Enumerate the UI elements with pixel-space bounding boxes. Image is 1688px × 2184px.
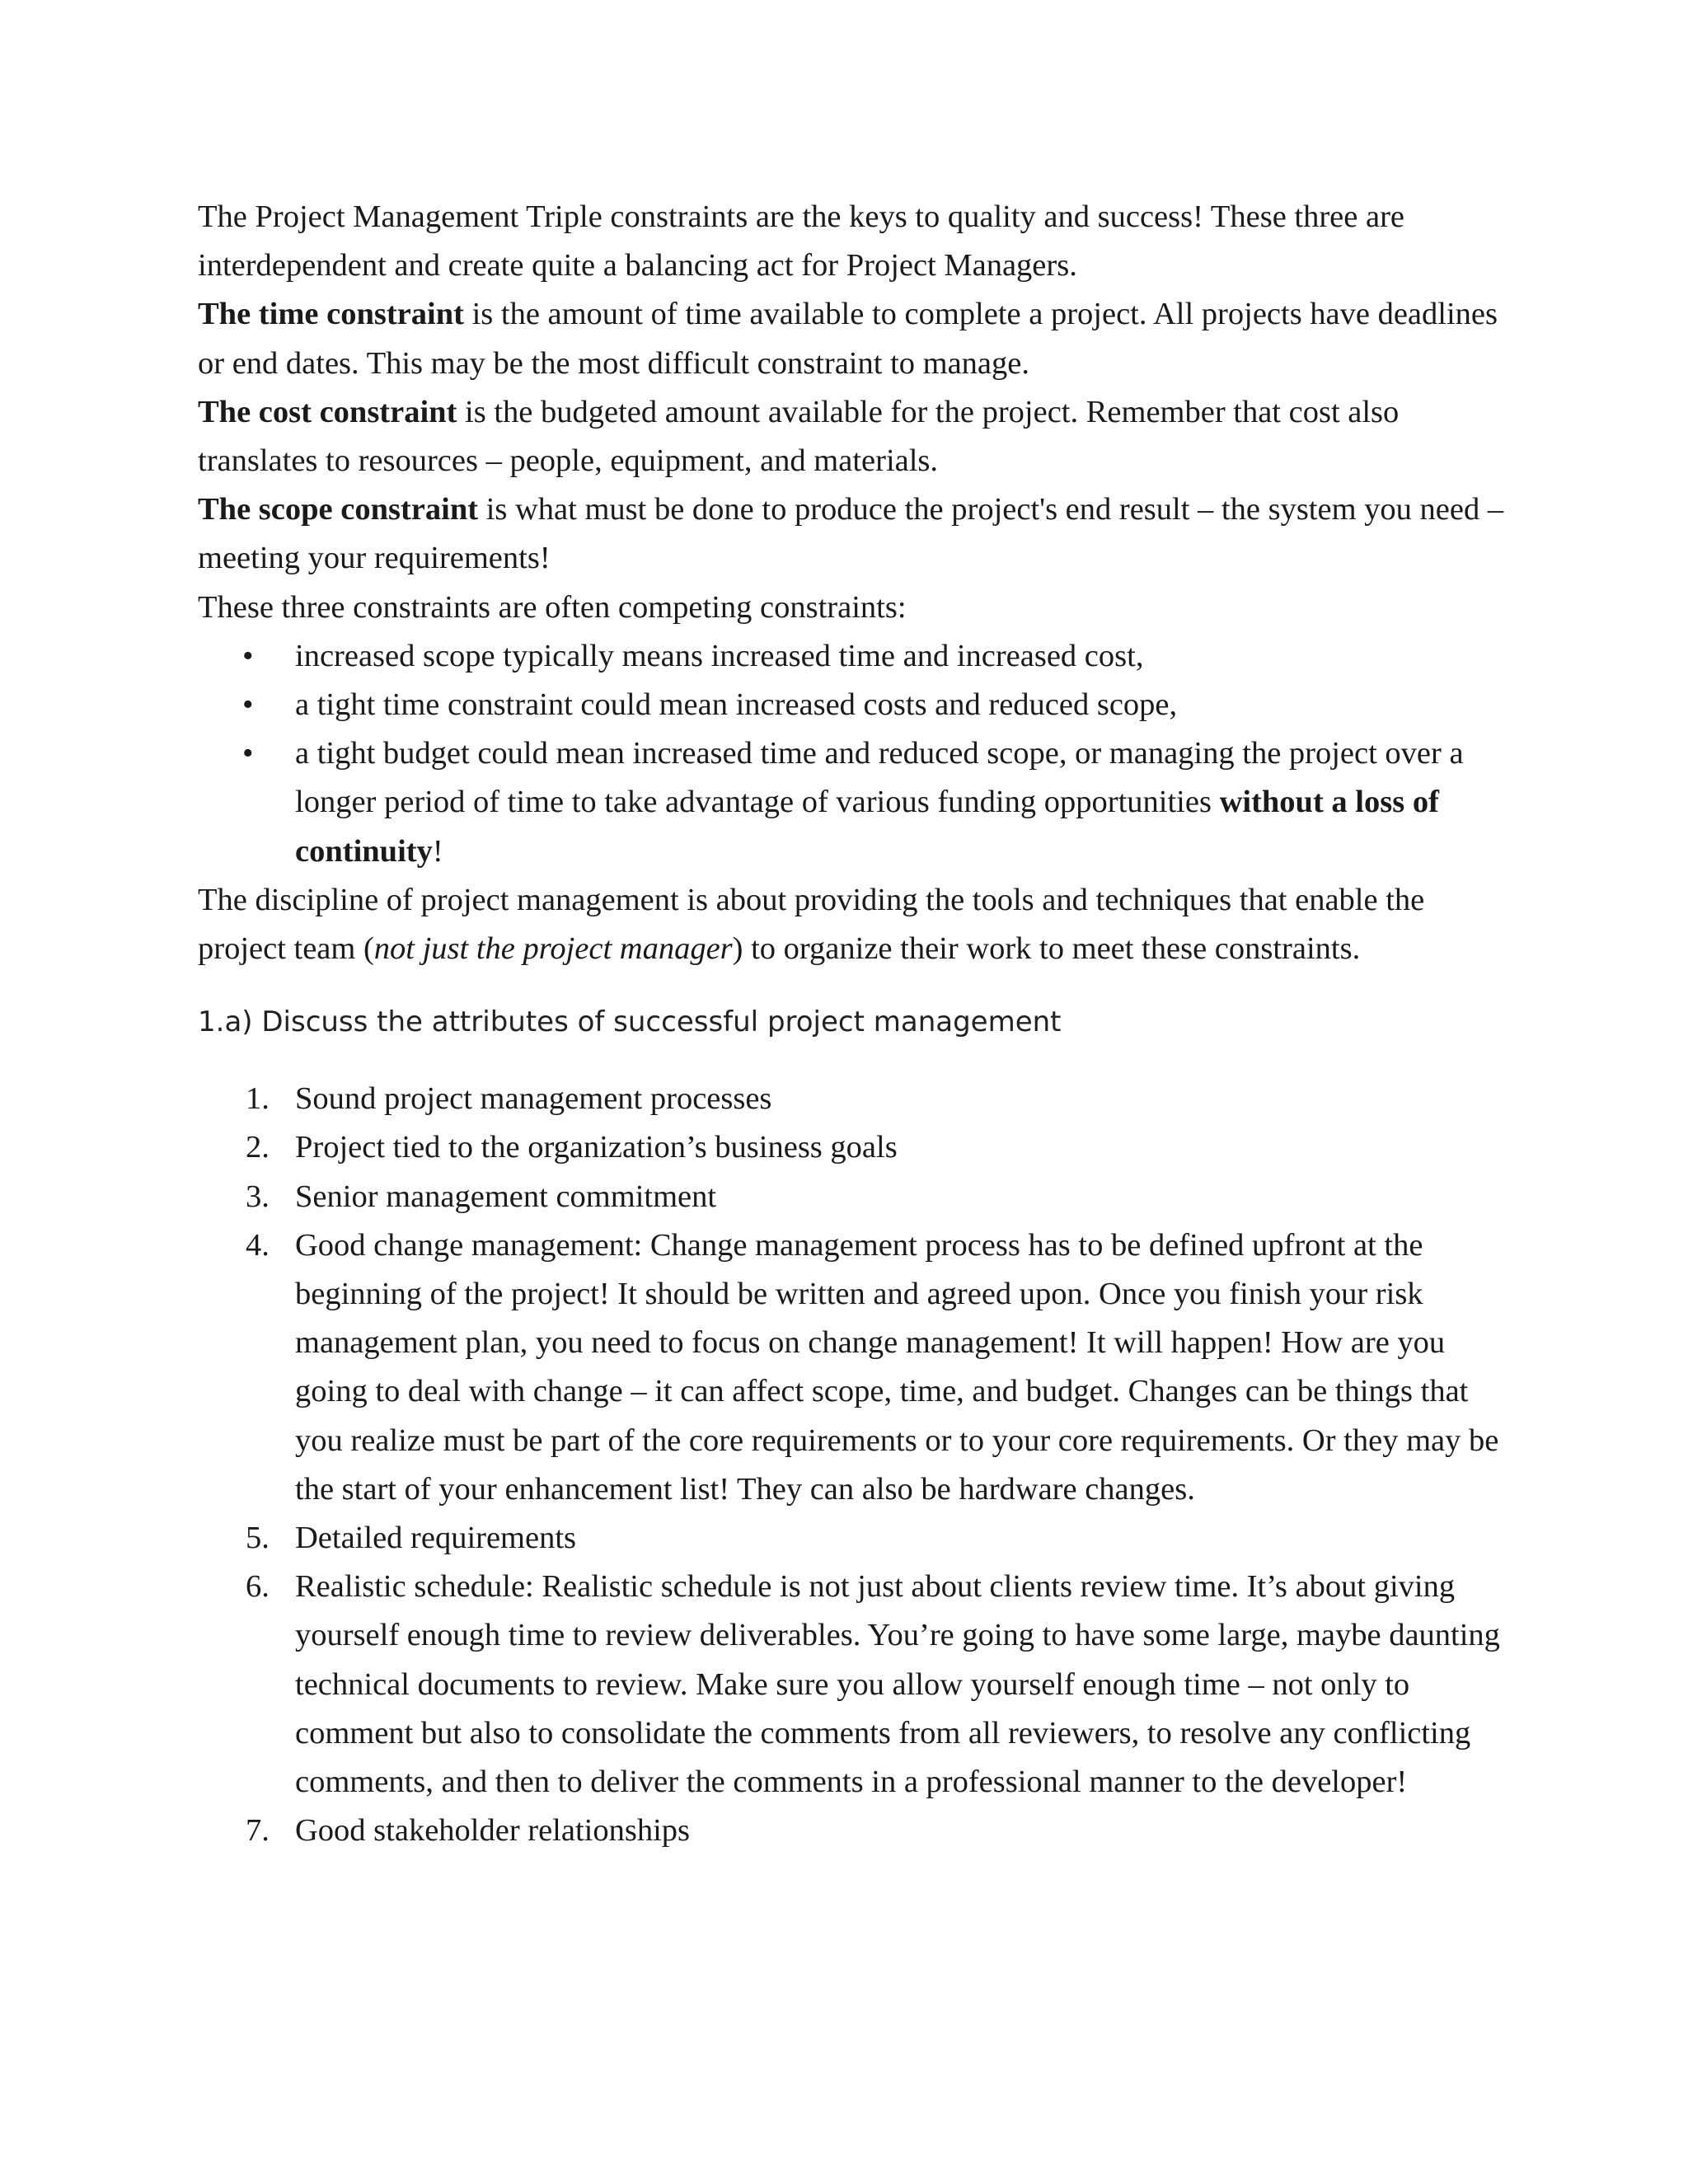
scope-constraint-paragraph: [198, 485, 1517, 583]
discipline-italic: not just the project manager: [373, 931, 733, 967]
list-item: [198, 1221, 1517, 1514]
question-heading: 1.a) Discuss the attributes of successful project management: [198, 1005, 1062, 1039]
document-body: [198, 193, 1517, 1856]
time-constraint-paragraph: [198, 290, 1517, 387]
list-item: [198, 1514, 1517, 1563]
list-item: [198, 1563, 1517, 1807]
item-number: 7.: [246, 1813, 270, 1849]
bullet-icon: •: [242, 687, 254, 723]
item-number: 3.: [246, 1179, 270, 1214]
list-item: [198, 1807, 1517, 1855]
intro-text: The Project Management Triple constraints are the keys to quality and success! These three are interdependent and create quite a balancing act for Project Managers.: [198, 199, 1404, 284]
item-number: 1.: [246, 1081, 270, 1117]
item-number: 4.: [246, 1227, 270, 1263]
bullet-icon: •: [242, 638, 254, 673]
discipline-text-start: The discipline of project management is about providing the tools and techniques that enable the project team (: [198, 882, 1425, 967]
constraint-text: is the budgeted amount available for the project. Remember that cost also translates to resources – people, equipment, and materials.: [198, 394, 1400, 479]
discipline-paragraph: [198, 876, 1517, 973]
constraint-text: is the amount of time available to complete a project. All projects have deadlines or end dates. This may be the most difficult constraint to manage.: [198, 297, 1498, 381]
item-text: Sound project management processes: [295, 1081, 772, 1117]
list-item-end: !: [432, 833, 443, 869]
item-text: Realistic schedule: Realistic schedule is not just about clients review time. It’s about giving yourself enough time to review deliverables. You’re going to have some large, maybe daunting technical documents to review. Make sure you allow yourself enough time – not only to comment but also to consolidate the comments from all reviewers, to resolve any conflicting comments, and then to deliver the comments in a professional manner to the developer!: [295, 1569, 1500, 1800]
item-number: 2.: [246, 1130, 270, 1165]
emphasis-text: without a loss of continuity: [295, 785, 1439, 869]
constraint-term: The cost constraint: [198, 394, 457, 429]
attributes-list: [198, 1075, 1517, 1855]
bullet-icon: •: [242, 736, 254, 771]
item-text: Detailed requirements: [295, 1521, 577, 1556]
competing-lead: These three constraints are often competing constraints:: [198, 589, 907, 625]
constraint-term: The scope constraint: [198, 492, 479, 527]
list-item: [198, 681, 1517, 729]
item-text: Good change management: Change management process has to be defined upfront at the beginning of the project! It should be written and agreed upon. Once you finish your risk management plan, you need to focus on change management! It will happen! How are you going to deal with change – it can affect scope, time, and budget. Changes can be things that you realize must be part of the core requirements or to your core requirements. Or they may be the start of your enhancement list! They can also be hardware changes.: [295, 1227, 1499, 1507]
item-text: Good stakeholder relationships: [295, 1813, 691, 1849]
item-text: Senior management commitment: [295, 1179, 717, 1214]
list-item: [198, 729, 1517, 876]
item-number: 6.: [246, 1569, 270, 1605]
list-item: [198, 1123, 1517, 1172]
discipline-text-end: ) to organize their work to meet these constraints.: [732, 931, 1361, 967]
list-item-text: a tight budget could mean increased time and reduced scope, or managing the project over a longer period of time to take advantage of various funding opportunities: [295, 736, 1464, 820]
intro-paragraph: [198, 193, 1517, 290]
list-item-text: a tight time constraint could mean increased costs and reduced scope,: [295, 687, 1178, 723]
cost-constraint-paragraph: [198, 388, 1517, 485]
list-item: [198, 1075, 1517, 1123]
constraint-term: The time constraint: [198, 297, 464, 332]
list-item: [198, 1173, 1517, 1221]
item-number: 5.: [246, 1521, 270, 1556]
constraint-text: is what must be done to produce the project's end result – the system you need – meeting your requirements!: [198, 492, 1504, 576]
competing-bullet-list: [198, 632, 1517, 876]
list-item-text: increased scope typically means increased time and increased cost,: [295, 638, 1144, 673]
list-item: [198, 632, 1517, 681]
item-text: Project tied to the organization’s business goals: [295, 1130, 898, 1165]
